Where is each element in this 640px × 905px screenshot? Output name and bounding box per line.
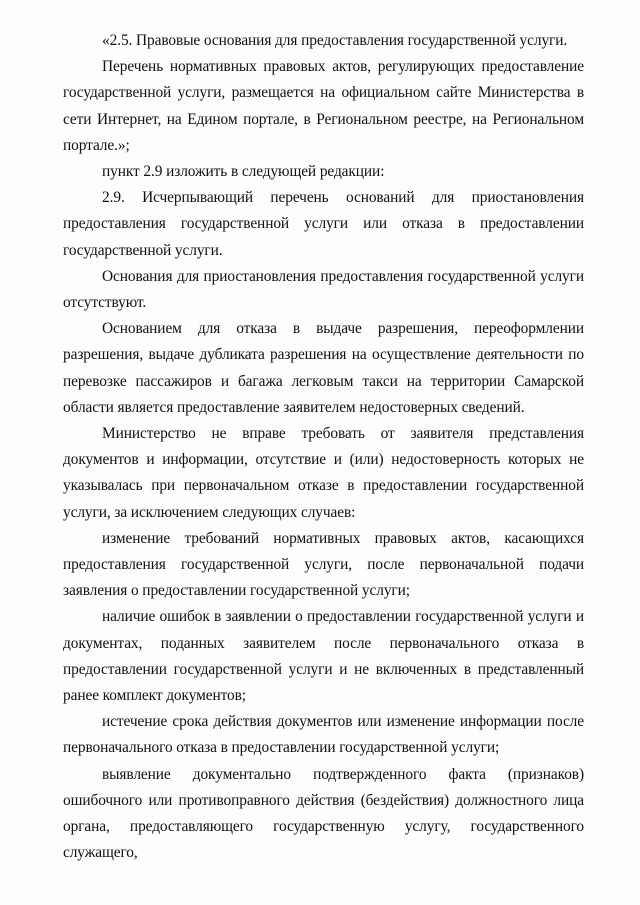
paragraph-no-suspension-grounds: Основания для приостановления предоставления государственной услуги отсутствуют. <box>63 267 584 312</box>
paragraph-case-official-error: выявление документально подтвержденного факта (признаков) ошибочного или противоправного действия (бездействия) должностного лица органа, предоставляющего государственную услугу, государственного служащего, <box>63 765 584 862</box>
paragraph-case-errors: наличие ошибок в заявлении о предоставлении государственной услуги и документах, поданных заявителем после первоначального отказа в предоставлении государственной услуги и не включенных в представленный ранее комплект документов; <box>63 608 584 705</box>
paragraph-refusal-grounds: Основанием для отказа в выдаче разрешения, переоформлении разрешения, выдаче дубликата разрешения на осуществление деятельности по перевозке пассажиров и багажа легковым такси на территории Самарской области является предоставление заявителем недостоверных сведений. <box>63 320 584 416</box>
paragraph-amend-clause-2-9: пункт 2.9 изложить в следующей редакции: <box>102 163 385 181</box>
paragraph-case-requirements-change: изменение требований нормативных правовых актов, касающихся предоставления государственной услуги, после первоначальной подачи заявления о предоставлении государственной услуги; <box>63 529 584 600</box>
paragraph-section-2-9-title: 2.9. Исчерпывающий перечень оснований для приостановления предоставления государственной услуги или отказа в предоставлении государственной услуги. <box>63 189 584 259</box>
paragraph-section-2-5-title: «2.5. Правовые основания для предоставления государственной услуги. <box>102 32 568 49</box>
paragraph-ministry-restrictions: Министерство не вправе требовать от заявителя представления документов и информации, отсутствие и (или) недостоверность которых не указывалась при первоначальном отказе в предоставлении государственной услуги, за исключением следующих случаев: <box>63 425 584 521</box>
paragraph-case-expiration: истечение срока действия документов или изменение информации после первоначального отказа в предоставлении государственной услуги; <box>63 713 584 757</box>
paragraph-legal-acts-list: Перечень нормативных правовых актов, регулирующих предоставление государственной услуги, размещается на официальном сайте Министерства в сети Интернет, на Едином портале, в Региональном реестре, на Региональном портале.»; <box>63 58 584 154</box>
document-text <box>63 28 584 867</box>
